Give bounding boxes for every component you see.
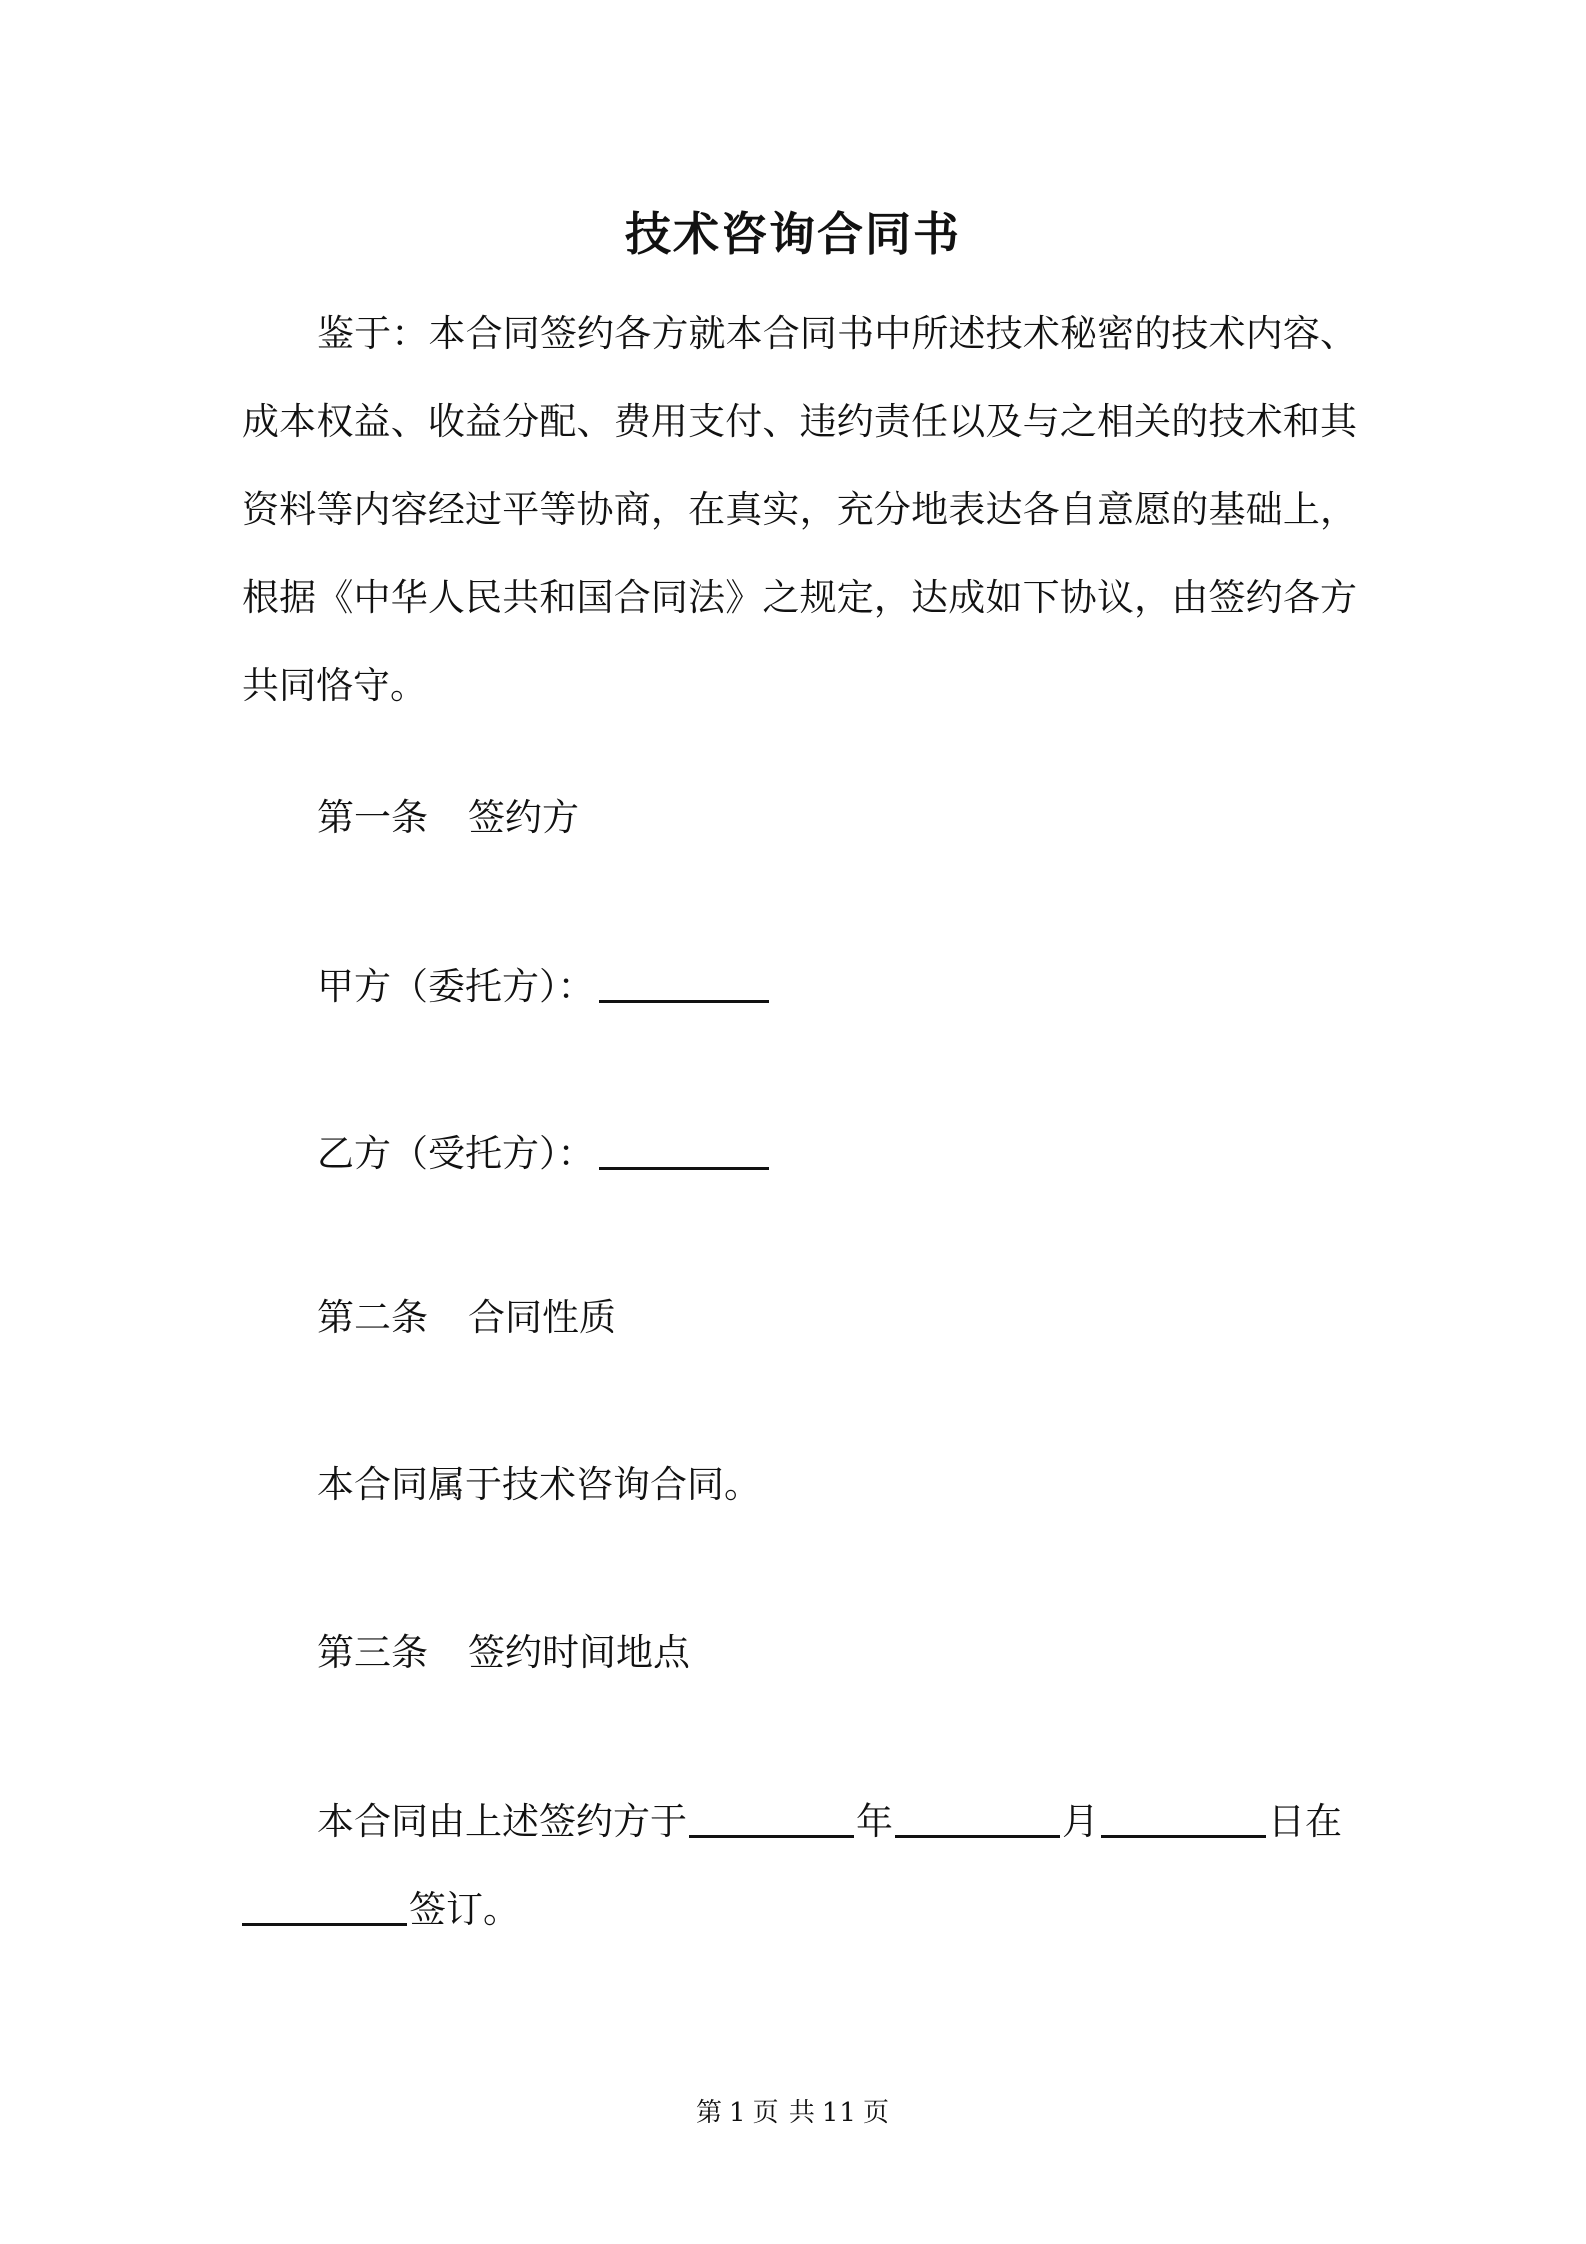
year-label: 年 <box>856 1800 893 1843</box>
party-b-label: 乙方（受托方）： <box>317 1132 595 1175</box>
day-blank[interactable] <box>1101 1795 1266 1838</box>
article-3-number: 第三条 <box>317 1631 428 1674</box>
article-3-heading <box>317 1628 690 1678</box>
party-a-label: 甲方（委托方）： <box>317 965 595 1008</box>
article-2-heading <box>317 1293 616 1343</box>
footer-page-number: 1 <box>729 2098 747 2128</box>
footer-suffix: 页 <box>862 2098 890 2128</box>
signing-suffix: 签订。 <box>409 1888 520 1931</box>
footer-prefix: 第 <box>696 2098 724 2128</box>
day-at-label: 日在 <box>1268 1800 1342 1843</box>
preamble-paragraph: 鉴于：本合同签约各方就本合同书中所述技术秘密的技术内容、成本权益、收益分配、费用支付、违约责任以及与之相关的技术和其资料等内容经过平等协商，在真实，充分地表达各自意愿的基础上，根据《中华人民共和国合同法》之规定，达成如下协议，由签约各方共同恪守。 <box>242 312 1357 707</box>
month-blank[interactable] <box>895 1795 1060 1838</box>
footer-mid: 页 共 <box>752 2098 816 2128</box>
signing-place-line <box>242 1883 520 1935</box>
page-footer <box>0 2092 1586 2129</box>
signing-date-line <box>317 1795 1342 1847</box>
month-label: 月 <box>1062 1800 1099 1843</box>
signing-prefix: 本合同由上述签约方于 <box>317 1800 687 1843</box>
party-a-line <box>317 960 769 1012</box>
document-title: 技术咨询合同书 <box>625 207 961 261</box>
place-blank[interactable] <box>242 1883 407 1926</box>
party-a-blank[interactable] <box>599 960 769 1003</box>
article-2-text: 本合同属于技术咨询合同。 <box>317 1463 761 1506</box>
party-b-line <box>317 1127 769 1179</box>
article-3-title: 签约时间地点 <box>468 1631 690 1674</box>
article-1-title: 签约方 <box>468 796 579 839</box>
article-1-number: 第一条 <box>317 796 428 839</box>
article-1-heading <box>317 793 579 843</box>
footer-page-total: 11 <box>821 2098 857 2128</box>
article-2-number: 第二条 <box>317 1296 428 1339</box>
article-2-title: 合同性质 <box>468 1296 616 1339</box>
party-b-blank[interactable] <box>599 1127 769 1170</box>
year-blank[interactable] <box>689 1795 854 1838</box>
